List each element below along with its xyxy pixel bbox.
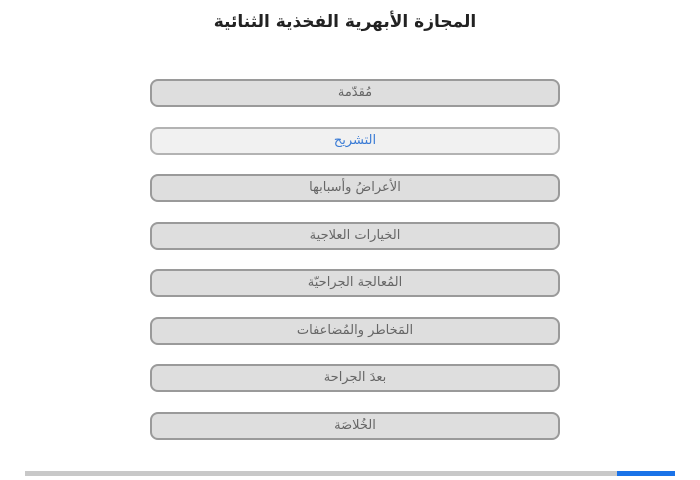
menu-item-symptoms-causes[interactable]: الأعراضُ وأسبابها [150,174,560,202]
menu-item-risks-complications[interactable]: المَخاطر والمُضاعفات [150,317,560,345]
menu-item-after-surgery[interactable]: بعدَ الجراحة [150,364,560,392]
menu-item-surgical-treatment[interactable]: المُعالجة الجراحيّة [150,269,560,297]
chapter-menu [150,79,560,459]
menu-item-treatment-options[interactable]: الخيارات العلاجية [150,222,560,250]
menu-item-introduction[interactable]: مُقدّمة [150,79,560,107]
progress-bar-fill [617,471,676,476]
page-title: المجازة الأبهرية الفخذية الثنائية [213,12,477,32]
progress-bar [25,471,675,476]
menu-item-anatomy[interactable]: التشريح [150,127,560,155]
menu-item-summary[interactable]: الخُلاصَة [150,412,560,440]
